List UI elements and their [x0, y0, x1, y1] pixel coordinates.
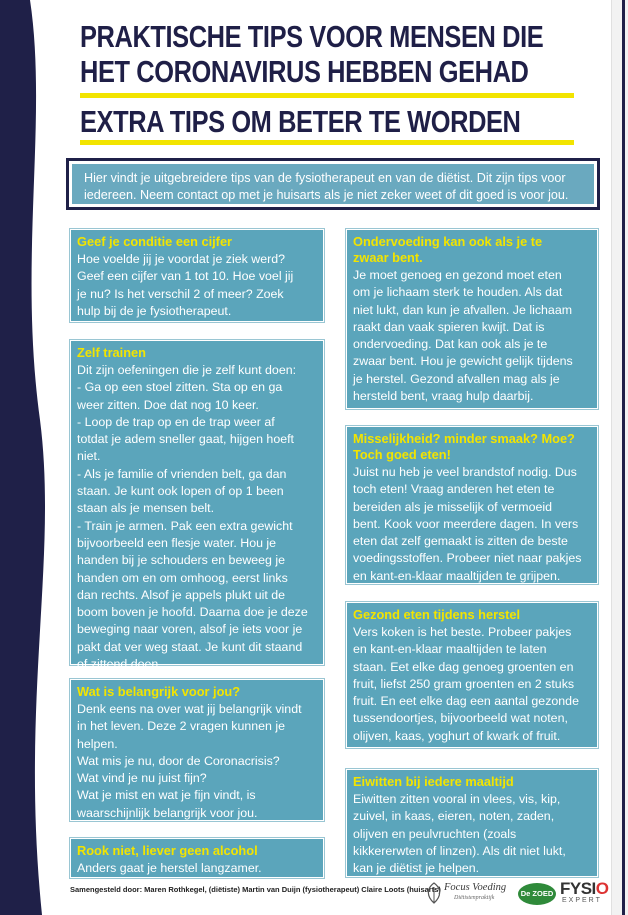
left-decorative-band — [0, 0, 60, 915]
card-body: Hoe voelde jij je voordat je ziek werd? Geef een cijfer van 1 tot 10. Hoe voel jij je nu? Is het verschil 2 of meer? Zoek hulp bij de je fysiotherapeut. — [77, 252, 294, 318]
card-gezond-eten — [346, 602, 598, 748]
fysio-logo-expert: EXPERT — [562, 897, 602, 904]
card-conditie-cijfer — [70, 229, 324, 322]
card-rook-niet — [70, 838, 324, 878]
fysio-expert-logo — [560, 879, 612, 909]
card-body: Anders gaat je herstel langzamer. — [77, 861, 262, 875]
card-heading: Geef je conditie een cijfer — [77, 234, 233, 249]
footer-credits: Samengesteld door: Maren Rothkegel, (diëtiste) Martin van Duijn (fysiotherapeut) Claire Loots (huisarts) — [70, 885, 441, 894]
card-misselijkheid — [346, 426, 598, 584]
card-heading: Zelf trainen — [77, 345, 146, 360]
card-heading: Misselijkheid? minder smaak? Moe? Toch goed eten! — [353, 431, 575, 462]
title-line-2: HET CORONAVIRUS HEBBEN GEHAD — [80, 54, 529, 89]
card-body: Juist nu heb je veel brandstof nodig. Dus toch eten! Vraag anderen het eten te bereiden als je misselijk of vermoeid bent. Kook voor meerdere dagen. In vers eten dat zelf gemaakt is zitten de beste voedingsstoffen. Probeer niet naar pakjes en kant-en-klaar maaltijden te grijpen. — [353, 465, 582, 583]
title-underline-bar — [80, 93, 574, 98]
focus-voeding-name: Focus Voeding — [444, 882, 507, 893]
card-body: Je moet genoeg en gezond moet eten om je lichaam sterk te houden. Als dat niet lukt, dan kun je afvallen. Je lichaam raakt dan vaak spieren kwijt. Dat is ondervoeding. Dat kan ook als je te zwaar bent. Hou je gewicht gelijk tijdens je herstel. Gezond afvallen mag als je hersteld bent, vraag hulp daarbij. — [353, 268, 573, 404]
card-body: Dit zijn oefeningen die je zelf kunt doen: - Ga op een stoel zitten. Sta op en ga weer zitten. Doe dat nog 10 keer. - Loop de trap op en de trap weer af totdat je adem sneller gaat, hijgen hoeft niet. - Als je familie of vrienden belt, ga dan staan. Je kunt ook lopen of op 1 been staan als je mensen belt. - Train je armen. Pak een extra gewicht bijvoorbeeld een flesje water. Hou je handen bij je schouders en beweeg je handen om en om omhoog, eerst links dan rechts. Alsof je appels plukt uit de boom boven je hoofd. Daarna doe je deze beweging naar voren, alsof je iets voor je pakt dat ver weg staat. Je kunt dit staand of zittend doen. — [77, 363, 308, 672]
card-body: Eiwitten zitten vooral in vlees, vis, kip, zuivel, in kaas, eieren, noten, zaden, olijven en peulvruchten (zoals kikkererwten of linzen). Als dit niet lukt, kan je diëtist je helpen. — [353, 792, 566, 876]
card-zelf-trainen — [70, 340, 324, 672]
card-body: Vers koken is het beste. Probeer pakjes en kant-en-klaar maaltijden te laten staan. Eet elke dag genoeg groenten en fruit, liefst 250 gram groenten en 2 stuks fruit. En eet elke dag een aantal gezonde tussendoortjes, bijvoorbeeld wat noten, olijven, kaas, yoghurt of kwark of fruit. — [353, 625, 579, 743]
card-heading: Gezond eten tijdens herstel — [353, 607, 521, 622]
title-line-1: PRAKTISCHE TIPS VOOR MENSEN DIE — [80, 19, 544, 54]
leaf-icon — [424, 882, 444, 904]
subtitle: EXTRA TIPS OM BETER TE WORDEN — [80, 104, 521, 139]
focus-voeding-subtitle: Diëtistenpraktijk — [454, 895, 495, 901]
card-eiwitten — [346, 769, 598, 877]
fysio-logo-o: O — [595, 879, 609, 898]
card-heading: Wat is belangrijk voor jou? — [77, 684, 241, 699]
card-heading: Eiwitten bij iedere maaltijd — [353, 774, 514, 789]
intro-box — [66, 158, 600, 210]
card-belangrijk-voor-jou — [70, 679, 324, 821]
card-heading: Ondervoeding kan ook als je te zwaar bent. — [353, 234, 543, 265]
focus-voeding-logo — [424, 880, 516, 906]
right-edge-strip — [611, 0, 628, 915]
card-ondervoeding — [346, 229, 598, 409]
card-heading: Rook niet, liever geen alcohol — [77, 843, 258, 858]
intro-text: Hier vindt je uitgebreidere tips van de fysiotherapeut en van de diëtist. Dit zijn tips voor iedereen. Neem contact op met je huisarts als je niet zeker weet of dit goed is voor jou. — [72, 164, 594, 204]
subtitle-underline-bar — [80, 140, 574, 145]
fysio-logo-text: FYSI — [560, 879, 596, 898]
de-zoed-logo: De ZOED — [518, 883, 556, 905]
card-body: Denk eens na over wat jij belangrijk vindt in het leven. Deze 2 vragen kunnen je helpen. Wat mis je nu, door de Coronacrisis? Wat vind je nu juist fijn? Wat je mist en wat je fijn vindt, is waarschijnlijk belangrijk voor jou. — [77, 702, 302, 820]
